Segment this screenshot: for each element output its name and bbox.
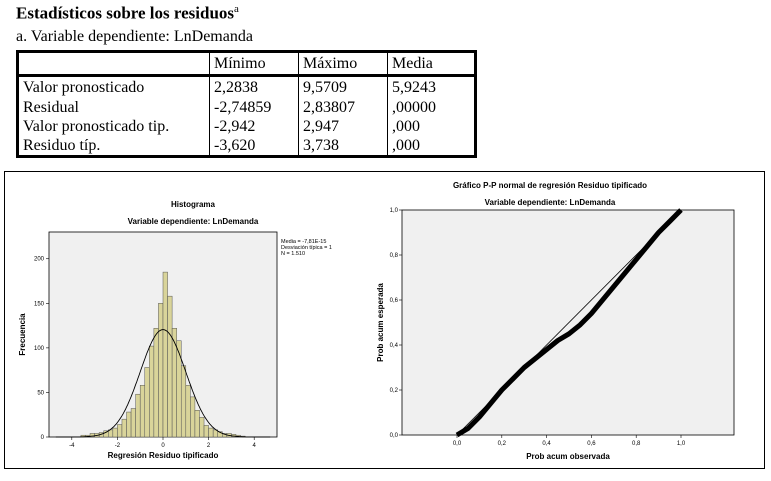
histogram-legend-mean: Media = -7,81E-15 [281, 239, 327, 245]
histogram-bar [154, 328, 159, 437]
cell-min: -3,620 [210, 136, 299, 157]
histogram-y-tick-label: 0 [40, 435, 44, 441]
histogram-bar [168, 296, 173, 437]
cell-min: -2,74859 [210, 98, 299, 117]
histogram-bar [181, 366, 186, 437]
table-title-text: Estadísticos sobre los residuos [16, 3, 235, 23]
cell-max: 3,738 [299, 136, 388, 157]
charts-svg [5, 172, 764, 468]
row-label: Residual [18, 98, 210, 117]
histogram-x-tick-label: 0 [161, 443, 165, 449]
cell-mean: ,000 [388, 117, 476, 136]
residual-stats-table [16, 50, 477, 158]
cell-min: 2,2838 [210, 76, 299, 98]
histogram-bar [136, 394, 141, 437]
charts-frame [4, 171, 765, 469]
pp-y-tick-label: 0,8 [389, 253, 398, 259]
histogram-bar [149, 346, 154, 437]
title-footnote-mark: a [234, 3, 239, 15]
pp-subtitle: Variable dependiente: LnDemanda [484, 198, 616, 207]
cell-max: 2,947 [299, 117, 388, 136]
pp-x-tick-label: 0,6 [587, 441, 596, 447]
histogram-x-tick-label: 2 [206, 443, 211, 449]
histogram-y-tick-label: 200 [33, 256, 44, 263]
pp-x-tick-label: 0,4 [542, 441, 551, 447]
histogram-bar [163, 272, 168, 437]
pp-x-label: Prob acum observada [526, 452, 610, 461]
pp-title: Gráfico P-P normal de regresión Residuo tipificado [452, 181, 648, 190]
histogram-bar [209, 428, 214, 437]
pp-plot-area [402, 210, 734, 435]
header-cell-max: Máximo [299, 52, 388, 76]
histogram-bar [190, 397, 195, 437]
histogram-y-label: Frecuencia [18, 313, 27, 356]
pp-x-tick-label: 0,0 [452, 441, 462, 447]
histogram-x-tick-label: -4 [69, 443, 75, 449]
pp-y-tick-label: 0,0 [389, 433, 398, 439]
pp-y-tick-label: 0,6 [389, 298, 398, 304]
cell-mean: ,00000 [388, 98, 476, 117]
header-cell-empty [18, 52, 210, 76]
histogram-bar [172, 328, 177, 437]
histogram-bar [113, 428, 118, 437]
table-row [18, 136, 476, 157]
table-header-row [18, 52, 476, 76]
histogram-y-tick-label: 50 [37, 390, 44, 397]
pp-y-tick-label: 0,2 [389, 388, 398, 394]
histogram-bar [127, 412, 132, 437]
cell-mean: 5,9243 [388, 76, 476, 98]
pp-x-tick-label: 0,2 [497, 441, 506, 447]
pp-x-tick-label: 1,0 [676, 441, 686, 447]
table-row [18, 117, 476, 136]
pp-y-tick-label: 1,0 [389, 208, 398, 214]
pp-y-label: Prob acum esperada [376, 283, 385, 362]
histogram-bar [122, 419, 127, 437]
histogram-bar [145, 367, 150, 437]
histogram-legend-n: N = 1.510 [281, 251, 306, 257]
header-cell-mean: Media [388, 52, 476, 76]
histogram-subtitle: Variable dependiente: LnDemanda [127, 217, 259, 226]
histogram-bar [140, 385, 145, 437]
histogram-y-tick-label: 100 [33, 345, 44, 352]
cell-max: 9,5709 [299, 76, 388, 98]
histogram-bar [204, 425, 209, 437]
row-label: Residuo típ. [18, 136, 210, 157]
histogram-title: Histograma [170, 200, 216, 209]
histogram-bar [177, 341, 182, 437]
pp-x-tick-label: 0,8 [632, 441, 641, 447]
table-title [16, 3, 239, 24]
histogram-legend-sd: Desviación típica = 1 [281, 245, 332, 251]
table-subtitle: a. Variable dependiente: LnDemanda [16, 28, 253, 45]
histogram-y-tick-label: 150 [33, 301, 44, 308]
histogram-bar [195, 410, 200, 437]
histogram-bar [131, 408, 136, 437]
row-label: Valor pronosticado tip. [18, 117, 210, 136]
histogram-bar [117, 425, 122, 437]
row-label: Valor pronosticado [18, 76, 210, 98]
histogram-x-tick-label: -2 [114, 443, 121, 449]
histogram-bar [186, 385, 191, 437]
histogram-bar [158, 303, 163, 437]
header-cell-min: Mínimo [210, 52, 299, 76]
table-row [18, 98, 476, 117]
pp-y-tick-label: 0,4 [389, 343, 398, 349]
histogram-x-tick-label: 4 [252, 443, 256, 449]
cell-min: -2,942 [210, 117, 299, 136]
histogram-bar [199, 417, 204, 437]
cell-mean: ,000 [388, 136, 476, 157]
table-row [18, 76, 476, 98]
cell-max: 2,83807 [299, 98, 388, 117]
histogram-x-label: Regresión Residuo tipificado [107, 451, 219, 460]
